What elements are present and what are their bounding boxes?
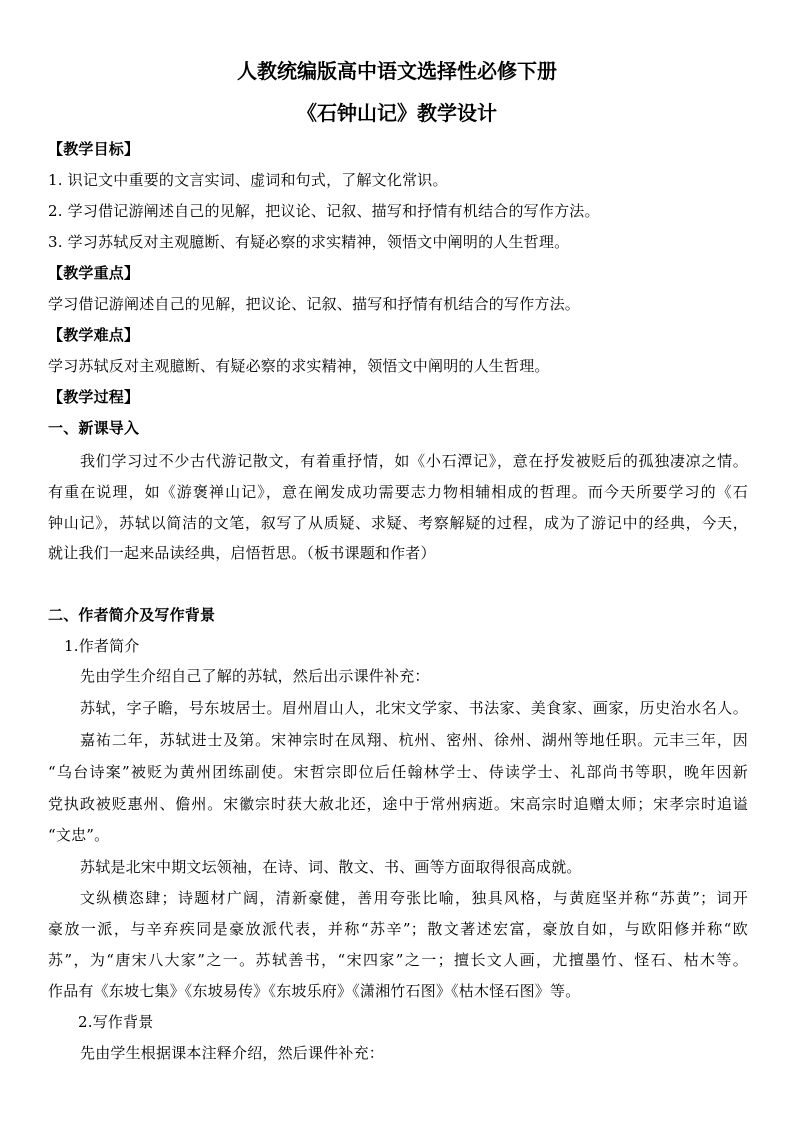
bio4-line-1: 文纵横恣肆；诗题材广阔，清新豪健，善用夸张比喻，独具风格，与黄庭坚并称“苏黄”；词开: [80, 889, 748, 907]
bio4-line-2: 豪放一派，与辛弃疾同是豪放派代表，并称“苏辛”；散文著述宏富，豪放自如，与欧阳修并称“欧: [48, 920, 748, 938]
process-heading: 【教学过程】: [48, 388, 140, 406]
bio2-line-4: “文忠”。: [48, 826, 110, 844]
difficulties-heading: 【教学难点】: [48, 326, 140, 344]
section1-line-2: 有重在说理，如《游褒禅山记》，意在阐发成功需要志力物相辅相成的哲理。而今天所要学习的《石: [48, 483, 748, 501]
section1-line-4: 就让我们一起来品读经典，启悟哲思。（板书课题和作者）: [48, 544, 436, 562]
bio2-line-1: 嘉祐二年，苏轼进士及第。宋神宗时在凤翔、杭州、密州、徐州、湖州等地任职。元丰三年，因: [80, 731, 748, 749]
key-points-heading: 【教学重点】: [48, 264, 140, 282]
section1-heading: 一、新课导入: [48, 419, 140, 437]
bio4-line-3: 苏”，为“唐宋八大家”之一。苏轼善书，“宋四家”之一；擅长文人画，尤擅墨竹、怪石、枯木等。: [48, 951, 748, 969]
goal-item-3: 3. 学习苏轼反对主观臆断、有疑必察的求实精神，领悟文中阐明的人生哲理。: [48, 233, 570, 251]
background-subheading: 2.写作背景: [78, 1013, 154, 1031]
bio2-line-2: “乌台诗案”被贬为黄州团练副使。宋哲宗即位后任翰林学士、侍读学士、礼部尚书等职，晚年因新: [48, 763, 748, 781]
bio-line-1: 苏轼，字子瞻，号东坡居士。眉州眉山人，北宋文学家、书法家、美食家、画家，历史治水名人。: [80, 699, 748, 717]
goal-item-2: 2. 学习借记游阐述自己的见解，把议论、记叙、描写和抒情有机结合的写作方法。: [48, 202, 600, 220]
section1-line-3: 钟山记》，苏轼以简洁的文笔，叙写了从质疑、求疑、考察解疑的过程，成为了游记中的经典，今天，: [48, 514, 748, 532]
goals-heading: 【教学目标】: [48, 140, 140, 158]
background-intro-text: 先由学生根据课本注释介绍，然后课件补充：: [80, 1044, 385, 1062]
section2-heading: 二、作者简介及写作背景: [48, 606, 216, 624]
author-intro-text: 先由学生介绍自己了解的苏轼，然后出示课件补充：: [80, 667, 430, 685]
document-title: 人教统编版高中语文选择性必修下册: [237, 59, 557, 83]
author-intro-subheading: 1.作者简介: [64, 637, 140, 655]
section1-line-1: 我们学习过不少古代游记散文，有着重抒情，如《小石潭记》，意在抒发被贬后的孤独凄凉之情。: [80, 452, 748, 470]
key-points-text: 学习借记游阐述自己的见解，把议论、记叙、描写和抒情有机结合的写作方法。: [48, 295, 581, 313]
bio4-line-4: 作品有《东坡七集》《东坡易传》《东坡乐府》《潇湘竹石图》《枯木怪石图》等。: [48, 982, 581, 1000]
goal-item-1: 1. 识记文中重要的文言实词、虚词和句式，了解文化常识。: [48, 171, 448, 189]
lesson-title: 《石钟山记》教学设计: [297, 101, 497, 125]
bio3-line: 苏轼是北宋中期文坛领袖，在诗、词、散文、书、画等方面取得很高成就。: [80, 858, 582, 876]
difficulties-text: 学习苏轼反对主观臆断、有疑必察的求实精神，领悟文中阐明的人生哲理。: [48, 357, 550, 375]
bio2-line-3: 党执政被贬惠州、儋州。宋徽宗时获大赦北还，途中于常州病逝。宋高宗时追赠太师；宋孝宗时追谥: [48, 795, 748, 813]
